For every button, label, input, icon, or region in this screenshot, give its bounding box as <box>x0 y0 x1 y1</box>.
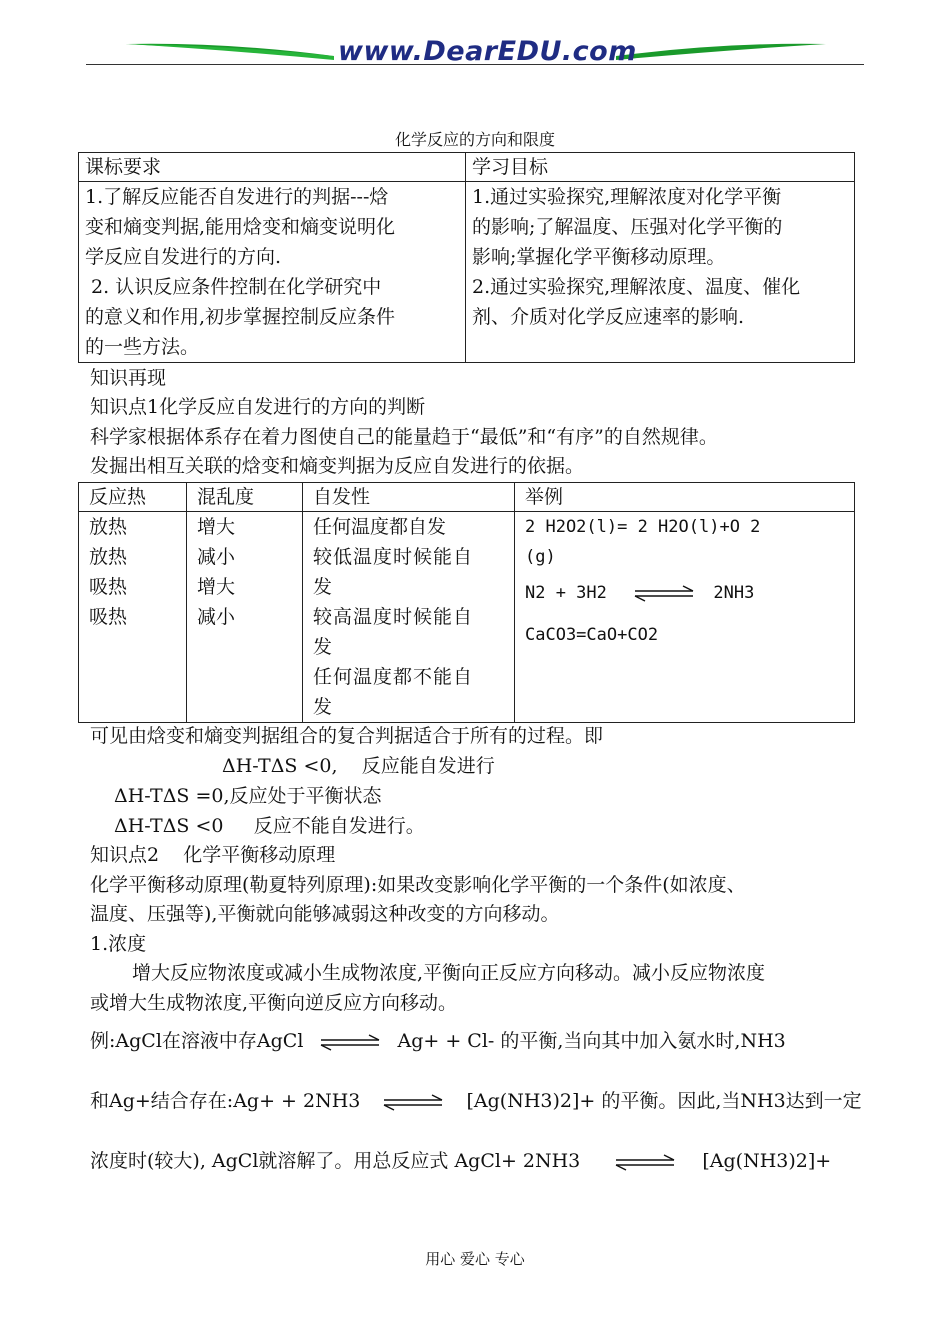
spontaneity-line: 较高温度时候能自 <box>313 606 474 628</box>
example-3: CaCO3=CaO+CO2 <box>525 625 659 645</box>
spontaneity-line: 发 <box>313 636 333 658</box>
disorder-cell <box>187 512 303 723</box>
knowledge-point-2: 知识点2 化学平衡移动原理 <box>90 844 336 866</box>
equilibrium-arrow-icon <box>614 1153 676 1171</box>
heat-value: 放热 <box>89 516 128 538</box>
example-text-part: 和Ag+结合存在:Ag+ + 2NH3 <box>90 1090 361 1112</box>
example-text <box>90 1146 831 1176</box>
heat-value: 吸热 <box>89 576 128 598</box>
req-col1-line: 1.了解反应能否自发进行的判据---焓 <box>85 186 389 208</box>
paragraph: 化学平衡移动原理(勒夏特列原理):如果改变影响化学平衡的一个条件(如浓度、 <box>90 874 746 896</box>
section-heading: 知识再现 <box>90 367 167 389</box>
paragraph: 可见由焓变和熵变判据组合的复合判据适合于所有的过程。即 <box>90 725 604 747</box>
req-col2-header: 学习目标 <box>466 153 855 182</box>
paragraph: 科学家根据体系存在着力图使自己的能量趋于“最低”和“有序”的自然规律。 <box>90 426 718 448</box>
example-text <box>90 1026 786 1056</box>
requirements-table <box>78 152 855 363</box>
example-text-part: 浓度时(较大), AgCl就溶解了。用总反应式 AgCl+ 2NH3 <box>90 1150 581 1172</box>
spontaneity-line: 发 <box>313 576 333 598</box>
right-swoosh <box>616 44 826 60</box>
spontaneity-line: 任何温度都自发 <box>313 516 447 538</box>
req-col2-line: 剂、介质对化学反应速率的影响. <box>472 306 745 328</box>
example-text <box>90 1086 862 1116</box>
example-cell <box>515 512 855 723</box>
example-2-left: N2 + 3H2 <box>525 583 607 603</box>
spontaneity-line: 发 <box>313 696 333 718</box>
page-title: 化学反应的方向和限度 <box>394 130 555 149</box>
disorder-value: 增大 <box>197 516 236 538</box>
example-2 <box>525 578 848 608</box>
heat-cell <box>79 512 187 723</box>
req-col2-line: 1.通过实验探究,理解浓度对化学平衡 <box>472 186 782 208</box>
equilibrium-arrow-icon <box>382 1093 444 1111</box>
col-header-disorder: 混乱度 <box>187 483 303 512</box>
paragraph: 温度、压强等),平衡就向能够减弱这种改变的方向移动。 <box>90 903 560 925</box>
req-col1-body <box>79 182 466 363</box>
spontaneity-line: 较低温度时候能自 <box>313 546 474 568</box>
req-col1-line: 学反应自发进行的方向. <box>85 246 282 268</box>
disorder-value: 增大 <box>197 576 236 598</box>
req-col2-line: 2.通过实验探究,理解浓度、温度、催化 <box>472 276 801 298</box>
criterion-line: ΔH-TΔS =0,反应处于平衡状态 <box>114 785 382 807</box>
example-text-part: [Ag(NH3)2]+ 的平衡。因此,当NH3达到一定 <box>466 1090 862 1112</box>
knowledge-point-1: 知识点1化学反应自发进行的方向的判断 <box>90 396 426 418</box>
example-text-part: 例:AgCl在溶液中存AgCl <box>90 1030 304 1052</box>
subheading: 1.浓度 <box>90 933 147 955</box>
reaction-table <box>78 482 855 723</box>
req-col1-line: 的一些方法。 <box>85 336 200 358</box>
req-col1-line: 2. 认识反应条件控制在化学研究中 <box>85 276 382 298</box>
example-text-part: [Ag(NH3)2]+ <box>702 1150 832 1172</box>
equilibrium-arrow-icon <box>319 1033 381 1051</box>
req-col1-header: 课标要求 <box>79 153 466 182</box>
heat-value: 放热 <box>89 546 128 568</box>
disorder-value: 减小 <box>197 606 236 628</box>
req-col2-body <box>466 182 855 363</box>
example-1-line2: (g) <box>525 547 556 567</box>
req-col2-line: 影响;掌握化学平衡移动原理。 <box>472 246 726 268</box>
disorder-value: 减小 <box>197 546 236 568</box>
col-header-heat: 反应热 <box>79 483 187 512</box>
spontaneity-cell <box>303 512 515 723</box>
paragraph: 发掘出相互关联的焓变和熵变判据为反应自发进行的依据。 <box>90 455 585 477</box>
col-header-example: 举例 <box>515 483 855 512</box>
col-header-spontaneity: 自发性 <box>303 483 515 512</box>
example-2-right: 2NH3 <box>713 583 755 603</box>
req-col1-line: 变和熵变判据,能用焓变和熵变说明化 <box>85 216 396 238</box>
criterion-line: ΔH-TΔS <0, 反应能自发进行 <box>222 755 495 777</box>
example-1-line1: 2 H2O2(l)= 2 H2O(l)+O 2 <box>525 517 761 537</box>
req-col2-line: 的影响;了解温度、压强对化学平衡的 <box>472 216 783 238</box>
equilibrium-arrow-icon <box>631 584 697 602</box>
req-col1-line: 的意义和作用,初步掌握控制反应条件 <box>85 306 396 328</box>
paragraph: 增大反应物浓度或减小生成物浓度,平衡向正反应方向移动。减小反应物浓度 <box>132 962 766 984</box>
spontaneity-line: 任何温度都不能自 <box>313 666 474 688</box>
page-footer: 用心 爱心 专心 <box>425 1250 525 1268</box>
site-logo-text: www.DearEDU.com <box>338 36 637 67</box>
criterion-line: ΔH-TΔS <0 反应不能自发进行。 <box>114 815 425 837</box>
paragraph: 或增大生成物浓度,平衡向逆反应方向移动。 <box>90 992 458 1014</box>
heat-value: 吸热 <box>89 606 128 628</box>
example-text-part: Ag+ + Cl- 的平衡,当向其中加入氨水时,NH3 <box>397 1030 786 1052</box>
